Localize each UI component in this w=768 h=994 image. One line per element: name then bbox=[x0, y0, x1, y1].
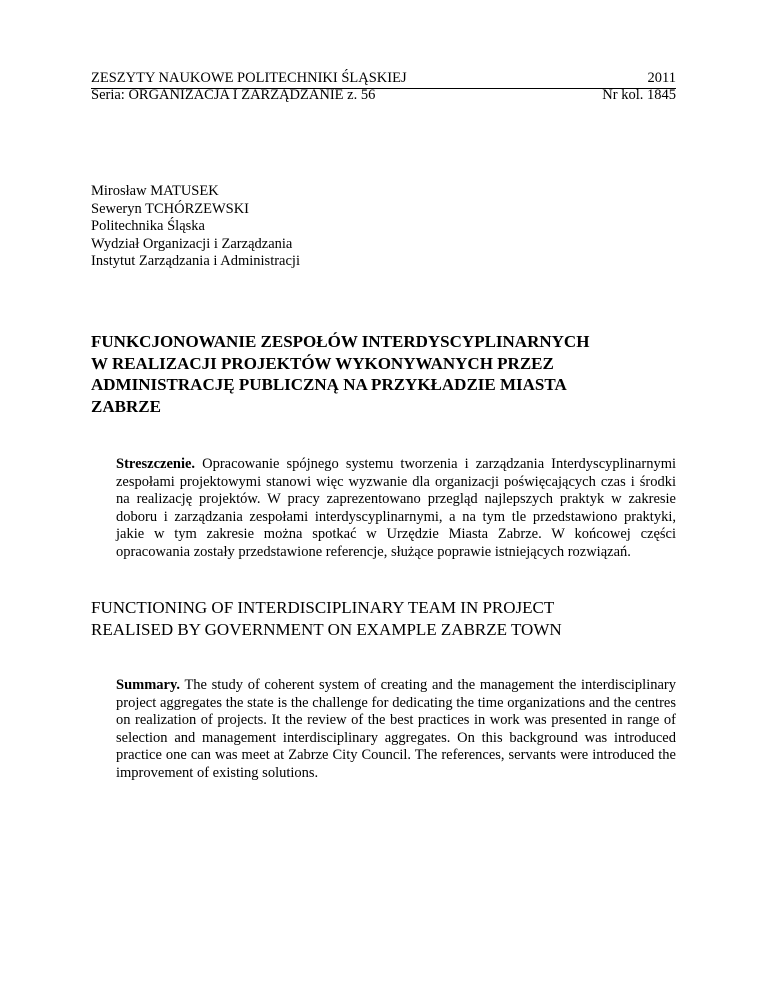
paper-title-english bbox=[91, 597, 691, 640]
title-line: W REALIZACJI PROJEKTÓW WYKONYWANYCH PRZEZ bbox=[91, 353, 554, 373]
abstract-text: The study of coherent system of creating and the management the interdisciplinary project aggregates the state is the challenge for dedicating the time organizations and the centres on realization of projects. It the review of the best practices in work was presented in range of selection and management interdisciplinary aggregates. On this background was introduced practice one can was meet at Zabrze City Council. The references, servants were introduced the improvement of existing solutions. bbox=[116, 677, 676, 781]
header-row-bottom bbox=[91, 87, 676, 104]
author-block bbox=[91, 183, 300, 271]
author-name: Seweryn TCHÓRZEWSKI bbox=[91, 200, 250, 217]
title-line: FUNCTIONING OF INTERDISCIPLINARY TEAM IN PROJECT bbox=[91, 598, 555, 617]
journal-year: 2011 bbox=[647, 70, 676, 86]
affiliation-institute: Instytut Zarządzania i Administracji bbox=[91, 253, 300, 269]
abstract-paragraph bbox=[91, 677, 676, 783]
header-rule bbox=[91, 88, 676, 89]
affiliation-university: Politechnika Śląska bbox=[91, 218, 205, 234]
journal-name: ZESZYTY NAUKOWE POLITECHNIKI ŚLĄSKIEJ bbox=[91, 70, 407, 86]
author-name: Mirosław MATUSEK bbox=[91, 183, 219, 199]
title-line: REALISED BY GOVERNMENT ON EXAMPLE ZABRZE TOWN bbox=[91, 619, 562, 639]
abstract-lead: Streszczenie. bbox=[116, 456, 196, 472]
abstract-english bbox=[91, 677, 676, 783]
abstract-text: Opracowanie spójnego systemu tworzenia i zarządzania Interdyscyplinarnymi zespołami projektowymi stanowi więc wyzwanie dla organizacji poświęcających czas i środki na realizację projektów. W pracy zaprezentowano przegląd najlepszych praktyk w zakresie doboru i zarządzania zespołami interdyscyplinarnymi, a na tym tle przedstawiono praktyki, jakie w tym zakresie można spotkać w Urzędzie Miasta Zabrze. W końcowej części opracowania zostały przedstawione referencje, służące poprawie istniejących rozwiązań. bbox=[116, 456, 677, 560]
title-line: ZABRZE bbox=[91, 396, 161, 416]
abstract-polish bbox=[91, 456, 676, 562]
title-line: ADMINISTRACJĘ PUBLICZNĄ NA PRZYKŁADZIE MIASTA bbox=[91, 375, 567, 394]
journal-series: Seria: ORGANIZACJA I ZARZĄDZANIE z. 56 bbox=[91, 87, 376, 103]
abstract-paragraph bbox=[91, 456, 676, 562]
journal-header bbox=[91, 70, 676, 104]
title-line: FUNKCJONOWANIE ZESPOŁÓW INTERDYSCYPLINARNYCH bbox=[91, 332, 590, 351]
journal-number: Nr kol. 1845 bbox=[602, 87, 676, 103]
header-row-top bbox=[91, 70, 676, 87]
abstract-lead: Summary. bbox=[116, 677, 181, 693]
paper-title-polish bbox=[91, 331, 681, 417]
affiliation-faculty: Wydział Organizacji i Zarządzania bbox=[91, 235, 293, 252]
